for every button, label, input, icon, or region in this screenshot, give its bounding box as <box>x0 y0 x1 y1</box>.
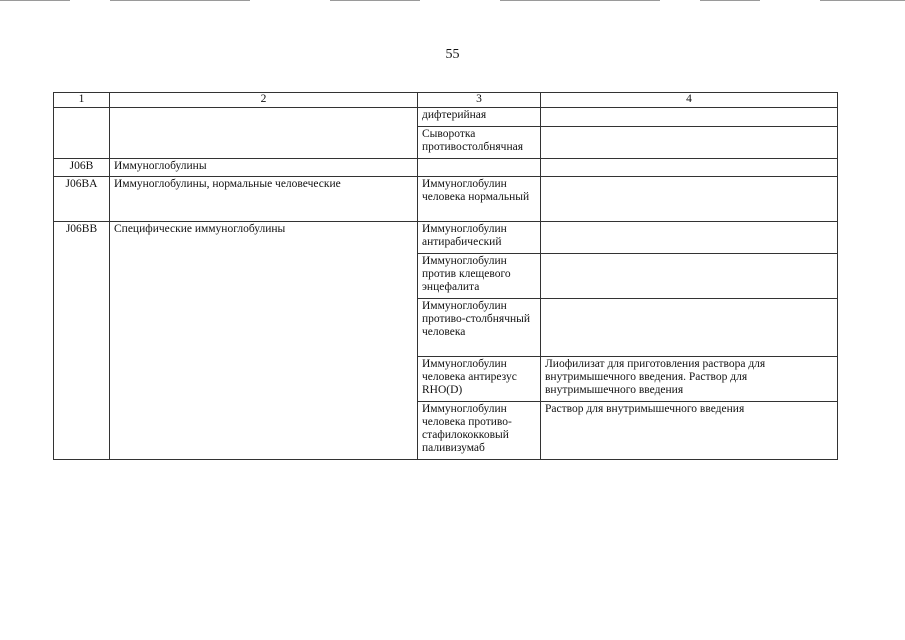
group-name: Иммуноглобулины, нормальные человеческие <box>110 177 418 222</box>
group-cell <box>110 108 418 159</box>
dosage-form: Лиофилизат для приготовления раствора для внутримышечного введения. Раствор для внутримышечного введения <box>541 357 838 402</box>
dosage-form <box>541 254 838 299</box>
dosage-form: Раствор для внутримышечного введения <box>541 402 838 460</box>
form-cell <box>541 108 838 127</box>
drug-name: Иммуноглобулин человека антирезус RHO(D) <box>418 357 541 402</box>
group-name: Иммуноглобулины <box>110 159 418 177</box>
code-cell <box>54 108 110 159</box>
column-number-row <box>54 93 838 108</box>
scan-edge-artifacts <box>0 0 905 3</box>
form-cell <box>541 177 838 222</box>
drug-cell <box>418 159 541 177</box>
atc-code: J06B <box>54 159 110 177</box>
drug-name: Иммуноглобулин человека противо-стафилококковый паливизумаб <box>418 402 541 460</box>
atc-code: J06BA <box>54 177 110 222</box>
drug-name: Иммуноглобулин против клещевого энцефалита <box>418 254 541 299</box>
table-row <box>54 177 838 222</box>
drug-cell: Сыворотка противостолбнячная <box>418 127 541 159</box>
dosage-form <box>541 299 838 357</box>
drug-cell: дифтерийная <box>418 108 541 127</box>
column-header-3: 3 <box>418 93 541 108</box>
form-cell <box>541 159 838 177</box>
drug-name: Иммуноглобулин противо-столбнячный человека <box>418 299 541 357</box>
page-number: 55 <box>445 47 460 62</box>
group-name: Специфические иммуноглобулины <box>110 222 418 460</box>
dosage-form <box>541 222 838 254</box>
column-header-4: 4 <box>541 93 838 108</box>
atc-code: J06BB <box>54 222 110 460</box>
column-header-1: 1 <box>54 93 110 108</box>
table-row <box>54 222 838 254</box>
drug-name: Иммуноглобулин антирабический <box>418 222 541 254</box>
form-cell <box>541 127 838 159</box>
table-row <box>54 108 838 127</box>
column-header-2: 2 <box>110 93 418 108</box>
drug-name: Иммуноглобулин человека нормальный <box>418 177 541 222</box>
table-row <box>54 159 838 177</box>
drug-classification-table <box>53 92 838 460</box>
